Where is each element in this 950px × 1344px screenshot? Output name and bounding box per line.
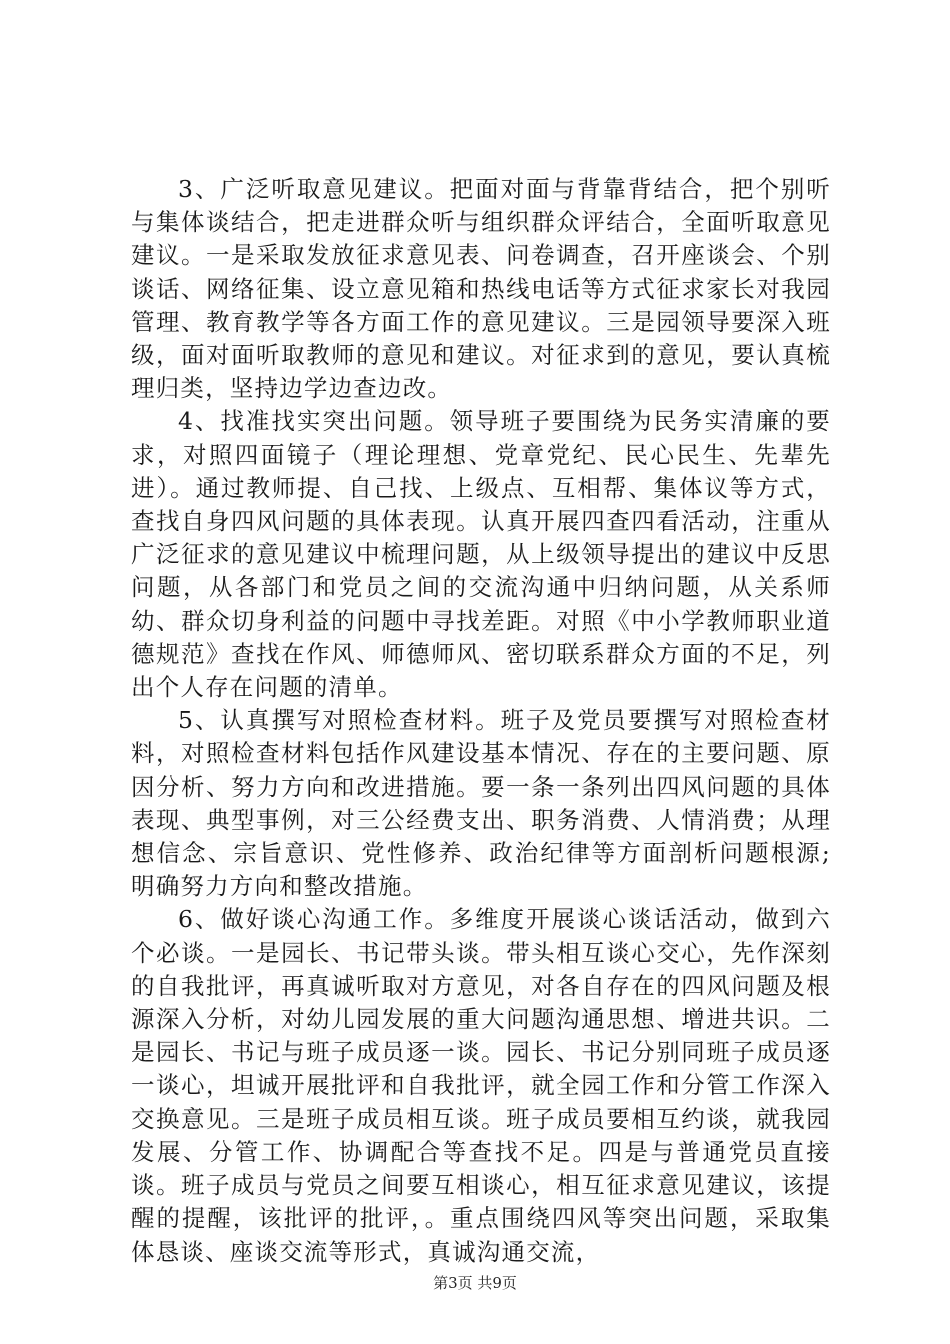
page-number-footer: 第3页 共9页 bbox=[433, 1274, 517, 1292]
document-body bbox=[131, 173, 831, 1269]
paragraph-6: 6、做好谈心沟通工作。多维度开展谈心谈话活动，做到六个必谈。一是园长、书记带头谈。带头相互谈心交心，先作深刻的自我批评，再真诚听取对方意见，对各自存在的四风问题及根源深入分析，对幼儿园发展的重大问题沟通思想、增进共识。二是园长、书记与班子成员逐一谈。园长、书记分别同班子成员逐一谈心，坦诚开展批评和自我批评，就全园工作和分管工作深入交换意见。三是班子成员相互谈。班子成员要相互约谈，就我园发展、分管工作、协调配合等查找不足。四是与普通党员直接谈。班子成员与党员之间要互相谈心，相互征求意见建议，该提醒的提醒，该批评的批评，。重点围绕四风等突出问题，采取集体恳谈、座谈交流等形式，真诚沟通交流， bbox=[131, 905, 831, 1266]
paragraph-3: 3、广泛听取意见建议。把面对面与背靠背结合，把个别听与集体谈结合，把走进群众听与组织群众评结合，全面听取意见建议。一是采取发放征求意见表、问卷调查，召开座谈会、个别谈话、网络征集、设立意见箱和热线电话等方式征求家长对我园管理、教育教学等各方面工作的意见建议。三是园领导要深入班级，面对面听取教师的意见和建议。对征求到的意见，要认真梳理归类，坚持边学边查边改。 bbox=[131, 175, 831, 403]
paragraph-4: 4、找准找实突出问题。领导班子要围绕为民务实清廉的要求，对照四面镜子（理论理想、党章党纪、民心民生、先辈先进）。通过教师提、自己找、上级点、互相帮、集体议等方式，查找自身四风问题的具体表现。认真开展四查四看活动，注重从广泛征求的意见建议中梳理问题，从上级领导提出的建议中反思问题，从各部门和党员之间的交流沟通中归纳问题，从关系师幼、群众切身利益的问题中寻找差距。对照《中小学教师职业道德规范》查找在作风、师德师风、密切联系群众方面的不足，列出个人存在问题的清单。 bbox=[131, 407, 831, 702]
paragraph-5: 5、认真撰写对照检查材料。班子及党员要撰写对照检查材料，对照检查材料包括作风建设基本情况、存在的主要问题、原因分析、努力方向和改进措施。要一条一条列出四风问题的具体表现、典型事例，对三公经费支出、职务消费、人情消费；从理想信念、宗旨意识、党性修养、政治纪律等方面剖析问题根源;明确努力方向和整改措施。 bbox=[131, 706, 831, 901]
